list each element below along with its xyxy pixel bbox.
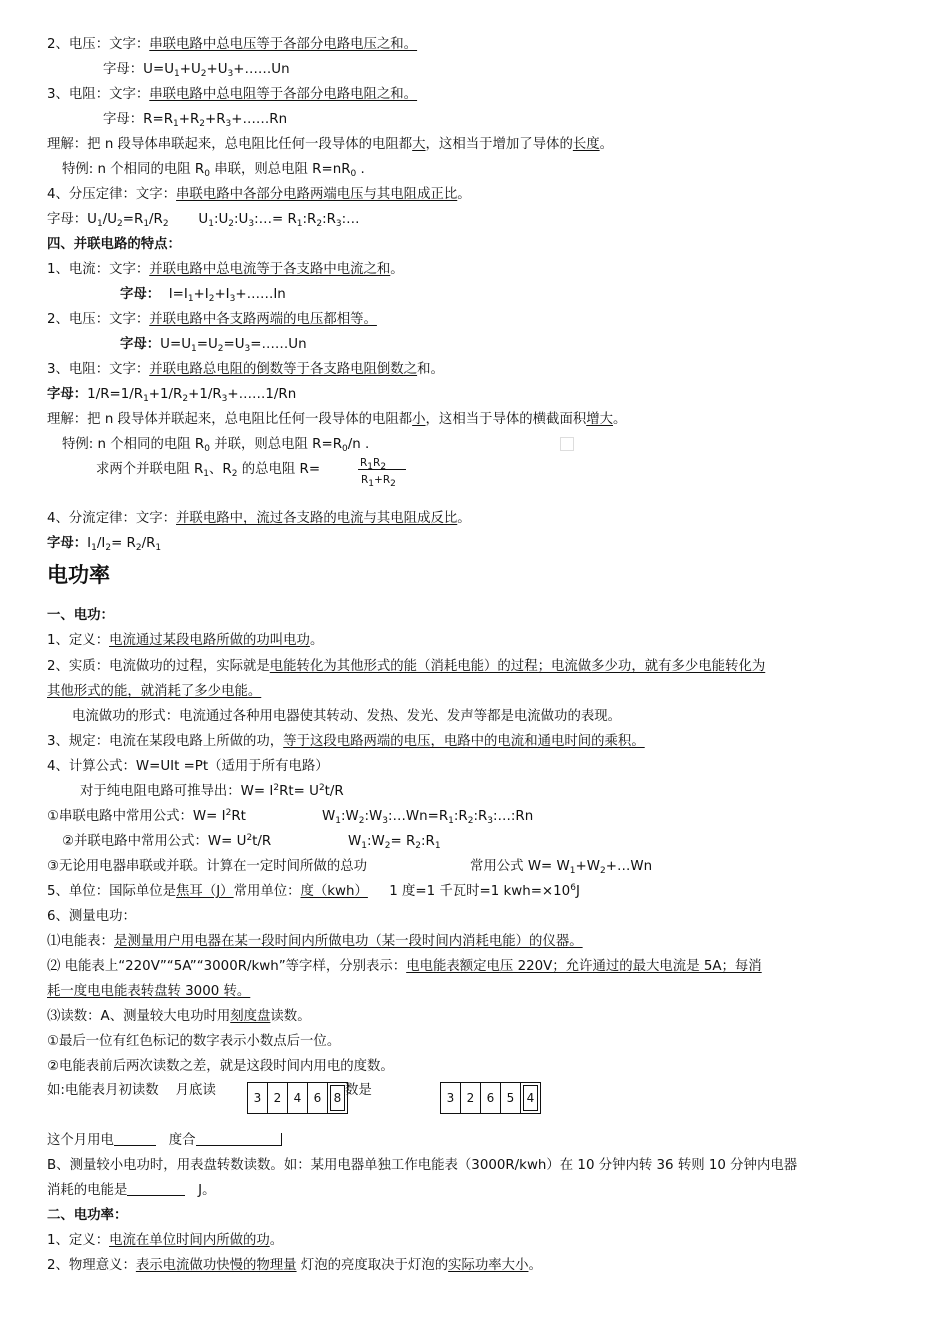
text-line: 其他形式的能，就消耗了多少电能。	[47, 684, 262, 699]
text-line: 特例: n 个相同的电阻 $R_0$ 并联，则总电阻 $R=R_0/n$ .	[62, 437, 370, 454]
text-line: 理解：把 n 段导体串联起来，总电阻比任何一段导体的电阻都大，这相当于增加了导体的长度。	[47, 137, 614, 152]
formula-line: 字母：$U=U_1=U_2=U_3=\dots\dots Un$	[120, 337, 307, 354]
text-line: 理解：把 n 段导体并联起来，总电阻比任何一段导体的电阻都小，这相当于导体的横截面积增大。	[47, 412, 627, 427]
meter-decimal-digit: 4	[521, 1083, 540, 1113]
text-line: 2、物理意义：表示电流做功快慢的物理量 灯泡的亮度取决于灯泡的实际功率大小。	[47, 1258, 542, 1273]
meter-digit: 2	[268, 1083, 288, 1113]
text-line: 求两个并联电阻 $R_1$、$R_2$ 的总电阻 R=	[96, 462, 321, 479]
formula-line: 字母： $I=I_1+I_2+I_3+\dots\dots In$	[120, 287, 286, 304]
text-line: 3、规定：电流在某段电路上所做的功，等于这段电路两端的电压，电路中的电流和通电时间的乘积。	[47, 734, 645, 749]
formula-line: 字母：$U_1/U_2=R_1/R_2$ $U_1:U_2:U_3:\dots=$ $R_1:R_2:R_3:\dots$	[47, 212, 360, 229]
text-line: 如:电能表月初读数 月底读	[47, 1083, 216, 1098]
text-line: 5、单位：国际单位是焦耳（J）常用单位：度（kwh） 1 度=1 千瓦时=1 $kwh=\times 10^6J$	[47, 883, 580, 899]
formula-line: 对于纯电阻电路可推导出：$W= I^2Rt= U^2t/R$	[80, 783, 344, 799]
meter-digit: 5	[501, 1083, 521, 1113]
text-line: 2、电压：文字：串联电路中总电压等于各部分电路电压之和。	[47, 37, 418, 52]
section-heading: 二、电功率：	[47, 1208, 128, 1223]
section-heading: 一、电功：	[47, 608, 114, 623]
text-line: 4、分流定律：文字：并联电路中，流过各支路的电流与其电阻成反比。	[47, 511, 471, 526]
formula-line: 字母：$R=R_1+R_2+R_3+\dots\dots Rn$	[103, 112, 288, 129]
text-line: 特例: n 个相同的电阻 $R_0$ 串联，则总电阻 $R=nR_0$ .	[62, 162, 365, 179]
text-line: ⑵ 电能表上“220V”“5A”“3000R/kwh”等字样，分别表示：电电能表额定电压 220V；允许通过的最大电流是 5A；每消	[47, 959, 762, 974]
text-line: 4、分压定律：文字：串联电路中各部分电路两端电压与其电阻成正比。	[47, 187, 471, 202]
meter-digit: 6	[481, 1083, 501, 1113]
answer-blank[interactable]	[114, 1133, 156, 1146]
meter-reading-start	[247, 1082, 348, 1114]
formula-line: $W_1:W_2:W_3:\dots Wn=R_1:R_2:R_3:\dots:Rn$	[322, 809, 534, 826]
formula-line: 常用公式 $W= W_1+W_2+\dots Wn$	[470, 859, 653, 876]
formula-line: 字母：$U=U_1+U_2+U_3+\dots\dots Un$	[103, 62, 290, 79]
answer-blank[interactable]	[196, 1133, 282, 1146]
text-line: ②电能表前后两次读数之差，就是这段时间内用电的度数。	[47, 1059, 394, 1074]
text-line: 4、计算公式：W=UIt =Pt（适用于所有电路）	[47, 759, 329, 774]
fraction-numerator: $R_1R_2$	[358, 457, 406, 470]
meter-digit: 3	[248, 1083, 268, 1113]
formula-line: ①串联电路中常用公式：$W= I^2Rt$	[47, 808, 246, 824]
text-line: 消耗的电能是 J。	[47, 1183, 216, 1198]
meter-digit: 2	[461, 1083, 481, 1113]
text-line: 2、电压：文字：并联电路中各支路两端的电压都相等。	[47, 312, 377, 327]
meter-reading-end	[440, 1082, 541, 1114]
text-line: 6、测量电功：	[47, 909, 136, 924]
formula-line: 字母：$I_1/I_2= R_2/R_1$	[47, 536, 162, 553]
meter-decimal-digit: 8	[328, 1083, 347, 1113]
text-line: 3、电阻：文字：串联电路中总电阻等于各部分电路电阻之和。	[47, 87, 418, 102]
text-line: 电流做功的形式：电流通过各种用电器使其转动、发热、发光、发声等都是电流做功的表现。	[72, 709, 622, 724]
text-line: 1、定义：电流在单位时间内所做的功。	[47, 1233, 284, 1248]
meter-digit: 4	[288, 1083, 308, 1113]
formula-line: ②并联电路中常用公式：$W= U^2t/R$	[62, 833, 272, 849]
text-line: 耗一度电电能表转盘转 3000 转。	[47, 984, 251, 999]
text-line: B、测量较小电功时，用表盘转数读数。如：某用电器单独工作电能表（3000R/kwh）在 10 分钟内转 36 转则 10 分钟内电器	[47, 1158, 798, 1173]
text-line: 数是	[345, 1083, 372, 1098]
fraction-denominator: $R_1+R_2$	[361, 474, 396, 489]
text-line: 3、电阻：文字：并联电路总电阻的倒数等于各支路电阻倒数之和。	[47, 362, 444, 377]
text-line: 这个月用电 度合	[47, 1132, 282, 1150]
formula-line: 字母：$1/R=1/R_1+1/R_2+1/R_3+\dots\dots 1/Rn$	[47, 387, 297, 404]
text-line: 1、电流：文字：并联电路中总电流等于各支路中电流之和。	[47, 262, 404, 277]
page-title: 电功率	[47, 563, 110, 587]
meter-digit: 6	[308, 1083, 328, 1113]
section-heading: 四、并联电路的特点：	[47, 237, 181, 252]
text-line: 2、实质：电流做功的过程，实际就是电能转化为其他形式的能（消耗电能）的过程；电流做多少功，就有多少电能转化为	[47, 659, 766, 674]
text-line: ③无论用电器串联或并联。计算在一定时间所做的总功	[47, 859, 367, 874]
text-line: ⑴电能表：是测量用户用电器在某一段时间内所做电功（某一段时间内消耗电能）的仪器。	[47, 934, 583, 949]
checkbox-mark	[560, 437, 574, 451]
text-line: 1、定义：电流通过某段电路所做的功叫电功。	[47, 633, 324, 648]
meter-digit: 3	[441, 1083, 461, 1113]
text-line: ⑶读数：A、测量较大电功时用刻度盘读数。	[47, 1009, 311, 1024]
text-line: ①最后一位有红色标记的数字表示小数点后一位。	[47, 1034, 341, 1049]
formula-line: $W_1:W_2=$ $R_2:R_1$	[348, 834, 441, 851]
answer-blank[interactable]	[127, 1183, 185, 1196]
